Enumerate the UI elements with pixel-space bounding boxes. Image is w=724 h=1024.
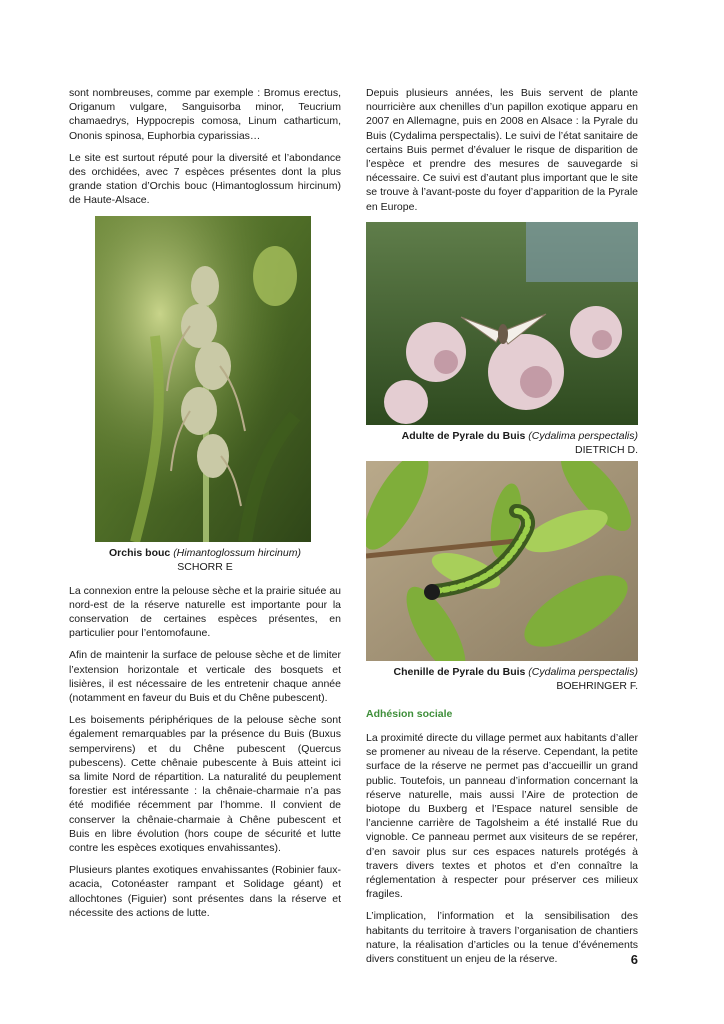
paragraph: Plusieurs plantes exotiques envahissantes (Robinier faux-acacia, Cotonéaster rampant et Solidage géant) et allochtones (Figuier) sont présentes dans la réserve et nécessite des actions de lutte. [69, 864, 341, 919]
moth-photo [366, 222, 638, 425]
right-column [366, 86, 638, 974]
caption-name: Adulte de Pyrale du Buis [401, 429, 526, 442]
caterpillar-photo [366, 461, 638, 661]
section-heading: Adhésion sociale [366, 707, 453, 720]
figure-caption [366, 429, 638, 457]
photo-credit: DIETRICH D. [575, 443, 638, 456]
left-column [69, 86, 341, 928]
caption-name: Chenille de Pyrale du Buis [393, 665, 526, 678]
figure-caption [69, 546, 341, 574]
page-number: 6 [630, 952, 638, 967]
photo-credit: BOEHRINGER F. [556, 679, 638, 692]
paragraph: Le site est surtout réputé pour la diversité et l’abondance des orchidées, avec 7 espèces présentes dont la plus grande station d’Orchis bouc (Himantoglossum hircinum) de Haute-Alsace. [69, 151, 341, 207]
paragraph: La proximité directe du village permet aux habitants d’aller se promener au niveau de la réserve. Cependant, la petite surface de la réserve ne permet pas d’accueillir un grand public. Toutefois, un panneau d’information concernant la réserve naturelle, mais aussi l’Aire de protection de biotope du Buxberg et l’Espace naturel sensible de l’ancienne carrière de Tagolsheim a été installé Rue du vignoble. Ce panneau permet aux visiteurs de se repérer, d’en savoir plus sur ces espaces naturels protégés à travers divers textes et photos et d’en connaître la réglementation à respecter pour préserver ces milieux fragiles. [366, 732, 638, 901]
paragraph: La connexion entre la pelouse sèche et la prairie située au nord-est de la réserve naturelle est importante pour la conservation de certaines espèces présentes, en particulier pour l’entomofaune. [69, 584, 341, 640]
orchid-photo [95, 216, 311, 542]
paragraph: Les boisements périphériques de la pelouse sèche sont également remarquables par la présence du Buis (Buxus sempervirens) et du Chêne pubescent (Quercus pubescens). Cette chênaie pubescente à Buis atteint ici sa limite Nord de répartition. La naturalité du peuplement forestier est intéressante : la chênaie-charmaie n’a pas été modifiée récemment par l’homme. Il convient de conserver la chênaie-charmaie à Chêne pubescent et Buis en libre évolution (hors coupe de sécurité et lutte contre les espèces exotiques envahissantes). [69, 714, 341, 855]
paragraph: Afin de maintenir la surface de pelouse sèche et de limiter l’extension horizontale et verticale des bosquets et lisières, il est nécessaire de les entretenir chaque année (notamment en faveur du Buis et du Chêne pubescent). [69, 649, 341, 705]
caption-latin: (Cydalima perspectalis) [528, 665, 638, 678]
paragraph: L’implication, l’information et la sensibilisation des habitants du territoire à travers l’organisation de chantiers nature, la réalisation d’articles ou la tenue d’événements divers constituent un enjeu de la réserve. [366, 910, 638, 966]
figure-caption [366, 665, 638, 693]
photo-credit: SCHORR E [177, 560, 233, 573]
paragraph: sont nombreuses, comme par exemple : Bromus erectus, Origanum vulgare, Sanguisorba minor, Teucrium chamaedrys, Hyppocrepis comosa, Linum catharticum, Ononis spinosa, Euphorbia cyparissias… [69, 87, 341, 142]
caption-latin: (Cydalima perspectalis) [528, 429, 638, 442]
caption-latin: (Himantoglossum hircinum) [173, 546, 301, 559]
paragraph: Depuis plusieurs années, les Buis servent de plante nourricière aux chenilles d’un papillon exotique apparu en 2007 en Allemagne, puis en 2008 en Alsace : la Pyrale du Buis (Cydalima perspectalis). Le suivi de l’état sanitaire de certains Buis permet d’évaluer le risque de disparition de l’espèce et prendre des mesures de sauvegarde si nécessaire. Ce suivi est d’autant plus important que le site se trouve à l’avant-poste du foyer d’apparition de la Pyrale en Europe. [366, 87, 638, 213]
caption-name: Orchis bouc [109, 546, 171, 559]
